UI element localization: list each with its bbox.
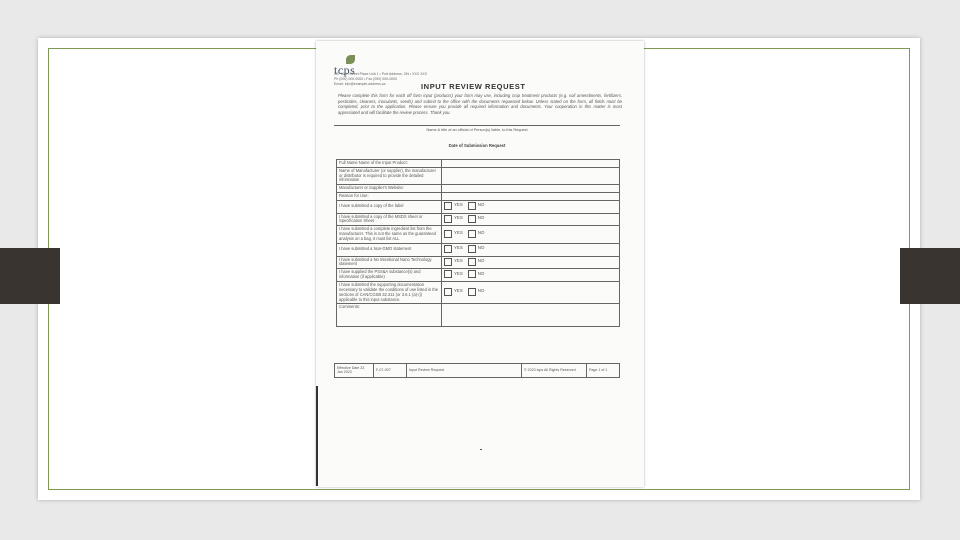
logo-letters: tcps bbox=[334, 63, 356, 77]
left-accent-bar bbox=[0, 248, 60, 304]
yes-no-cell[interactable] bbox=[442, 243, 620, 256]
yes-label: YES bbox=[454, 202, 463, 208]
review-row bbox=[337, 167, 620, 184]
form-instructions: Please complete this form for each off farm input (products) your farm may use, including crop treatment products (e.g. soil amendments, fertilizers, pesticides, cleaners, inoculants, seeds) and submit to the office with the documents requested below. Unless stated on the form, all fields must be completed, prior to the application. Please ensure you provide all required information and documents. Your cooperation in this matter is most appreciated and will facilitate the review process. Thank you. bbox=[338, 93, 622, 115]
yes-checkbox[interactable] bbox=[444, 270, 452, 278]
review-row bbox=[337, 200, 620, 213]
scanned-form-image bbox=[316, 41, 644, 487]
footer-effective-date: Effective Date 23 Jan 2023 bbox=[335, 364, 374, 378]
review-table bbox=[336, 159, 620, 327]
footer-form-number: F-07-007 bbox=[374, 364, 407, 378]
divider bbox=[334, 125, 620, 126]
no-option[interactable] bbox=[468, 270, 485, 278]
answer-field[interactable] bbox=[442, 304, 620, 327]
footer-form-name: Input Review Request bbox=[407, 364, 522, 378]
answer-field[interactable] bbox=[442, 192, 620, 200]
yes-no-cell[interactable] bbox=[442, 256, 620, 269]
yes-label: YES bbox=[454, 230, 463, 236]
no-option[interactable] bbox=[468, 230, 485, 238]
yes-label: YES bbox=[454, 215, 463, 221]
footer-copyright: © 2023 tcps All Rights Reserved bbox=[522, 364, 587, 378]
form-footer bbox=[334, 363, 620, 378]
yes-no-cell[interactable] bbox=[442, 226, 620, 243]
review-row bbox=[337, 226, 620, 243]
no-label: NO bbox=[477, 288, 485, 294]
no-label: NO bbox=[477, 245, 485, 251]
yes-checkbox[interactable] bbox=[444, 230, 452, 238]
review-row-label: I have submitted a copy of the MSDS sheet or Specification Sheet bbox=[337, 213, 442, 226]
yes-label: YES bbox=[454, 288, 463, 294]
review-row bbox=[337, 269, 620, 282]
answer-field[interactable] bbox=[442, 185, 620, 193]
no-option[interactable] bbox=[468, 258, 485, 266]
yes-option[interactable] bbox=[444, 245, 463, 253]
review-row bbox=[337, 213, 620, 226]
no-checkbox[interactable] bbox=[468, 215, 476, 223]
answer-field[interactable] bbox=[442, 167, 620, 184]
review-row bbox=[337, 192, 620, 200]
yes-option[interactable] bbox=[444, 258, 463, 266]
no-label: NO bbox=[477, 202, 485, 208]
review-row-label: Reason for Use: bbox=[337, 192, 442, 200]
yes-option[interactable] bbox=[444, 230, 463, 238]
no-checkbox[interactable] bbox=[468, 288, 476, 296]
yes-checkbox[interactable] bbox=[444, 288, 452, 296]
yes-checkbox[interactable] bbox=[444, 258, 452, 266]
answer-field[interactable] bbox=[442, 160, 620, 168]
yes-option[interactable] bbox=[444, 288, 463, 296]
review-row-label: I have submitted a No Intentional Nano Technology statement bbox=[337, 256, 442, 269]
no-checkbox[interactable] bbox=[468, 245, 476, 253]
review-row bbox=[337, 185, 620, 193]
yes-option[interactable] bbox=[444, 215, 463, 223]
no-option[interactable] bbox=[468, 202, 485, 210]
scan-edge-shadow bbox=[316, 386, 318, 486]
footer-page-number: Page 1 of 1 bbox=[587, 364, 620, 378]
review-row bbox=[337, 243, 620, 256]
yes-checkbox[interactable] bbox=[444, 215, 452, 223]
form-title: INPUT REVIEW REQUEST bbox=[421, 82, 526, 91]
no-checkbox[interactable] bbox=[468, 202, 476, 210]
no-option[interactable] bbox=[468, 245, 485, 253]
review-row-label: I have supplied the PSS&A substance(s) and information (if applicable) bbox=[337, 269, 442, 282]
review-row bbox=[337, 282, 620, 304]
yes-label: YES bbox=[454, 245, 463, 251]
review-row-label: Manufacturer or Supplier's Website: bbox=[337, 185, 442, 193]
yes-no-cell[interactable] bbox=[442, 200, 620, 213]
yes-checkbox[interactable] bbox=[444, 202, 452, 210]
address-line: 227 Main Street Place Unit 1 • Port Address, ON • XXX XXX bbox=[334, 72, 428, 76]
review-row bbox=[337, 304, 620, 327]
scan-artifact bbox=[480, 449, 482, 450]
review-row-label: I have submitted the supporting documentation necessary to validate the conditions of use listed in the sections of CAN/CGSB 32.311 (or 3.6.1 (a)-(i) applicable to this input substance. bbox=[337, 282, 442, 304]
yes-option[interactable] bbox=[444, 270, 463, 278]
review-row-label: Name of Manufacturer (or supplier), the manufacturer or distributor is required to provide the detailed information bbox=[337, 167, 442, 184]
yes-no-cell[interactable] bbox=[442, 213, 620, 226]
review-row-label: Comments: bbox=[337, 304, 442, 327]
date-label: Date of Submission Request bbox=[448, 143, 506, 148]
address-line: Email: info@example-address.ca bbox=[334, 82, 386, 86]
right-accent-bar bbox=[900, 248, 960, 304]
yes-no-cell[interactable] bbox=[442, 282, 620, 304]
address-line: Ph (000) 000-0000 • Fax (000) 000-0000 bbox=[334, 77, 398, 81]
review-row-label: Full Name Name of the Input Product: bbox=[337, 160, 442, 168]
no-label: NO bbox=[477, 215, 485, 221]
no-label: NO bbox=[477, 230, 485, 236]
review-row-label: I have submitted a Non-GMO statement bbox=[337, 243, 442, 256]
review-row-label: I have submitted a complete ingredient list from the manufacturer. This is not the same as the guaranteed analysis on a bag, it must list ALL bbox=[337, 226, 442, 243]
yes-checkbox[interactable] bbox=[444, 245, 452, 253]
yes-no-cell[interactable] bbox=[442, 269, 620, 282]
no-label: NO bbox=[477, 258, 485, 264]
no-checkbox[interactable] bbox=[468, 270, 476, 278]
signature-line-label: Name & title of an official of Person(s) liable, to this Request bbox=[426, 128, 528, 132]
yes-label: YES bbox=[454, 270, 463, 276]
no-checkbox[interactable] bbox=[468, 230, 476, 238]
review-row bbox=[337, 160, 620, 168]
review-row bbox=[337, 256, 620, 269]
no-option[interactable] bbox=[468, 215, 485, 223]
yes-option[interactable] bbox=[444, 202, 463, 210]
review-row-label: I have submitted a copy of the label bbox=[337, 200, 442, 213]
no-checkbox[interactable] bbox=[468, 258, 476, 266]
no-label: NO bbox=[477, 270, 485, 276]
yes-label: YES bbox=[454, 258, 463, 264]
no-option[interactable] bbox=[468, 288, 485, 296]
